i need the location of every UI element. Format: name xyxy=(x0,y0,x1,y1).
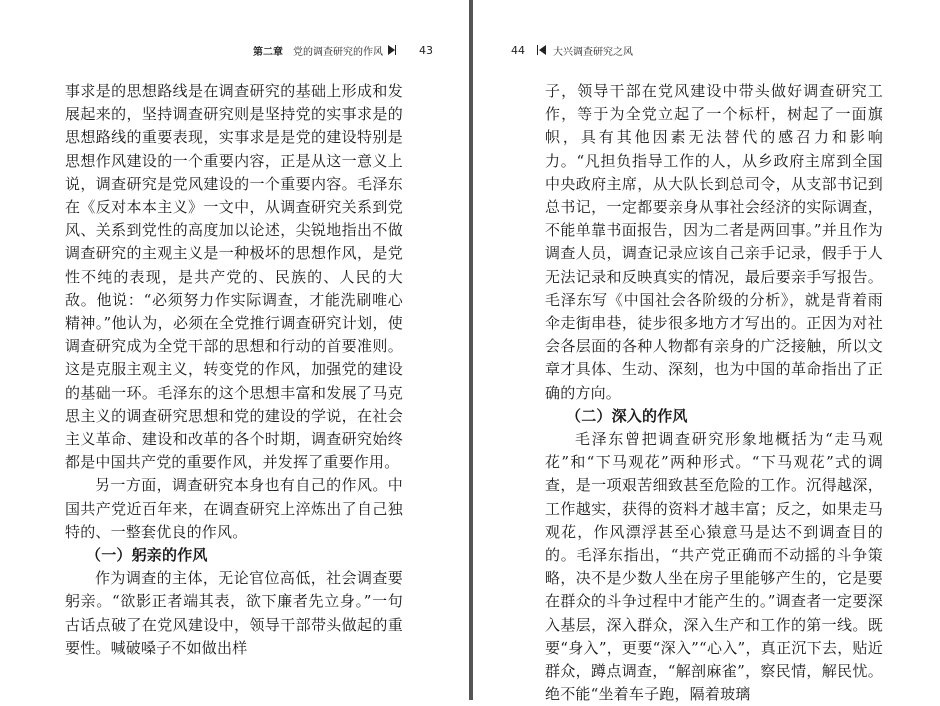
body-paragraph: 事求是的思想路线是在调查研究的基础上形成和发展起来的，坚持调查研究则是坚持党的实事求是的思想路线的重要表现，实事求是是党的建设特别是思想作风建设的一个重要内容，正是从这一意义上说，调查研究是党风建设的一个重要内容。毛泽东在《反对本本主义》一文中，从调查研究关系到党风、关系到党性的高度加以论述，尖锐地指出不做调查研究的主观主义是一种极坏的思想作风，是党性不纯的表现，是共产党的、民族的、人民的大敌。他说：“必须努力作实际调查，才能洗刷唯心精神。”他认为，必须在全党推行调查研究计划，使调查研究成为全党干部的思想和行动的首要准则。这是克服主观主义，转变党的作风，加强党的建设的基础一环。毛泽东的这个思想丰富和发展了马克思主义的调查研究思想和党的建设的学说，在社会主义革命、建设和改革的各个时期，调查研究始终都是中国共产党的重要作风，并发挥了重要作用。 xyxy=(65,82,403,472)
body-paragraph: 毛泽东曾把调查研究形象地概括为“走马观花”和“下马观花”两种形式。“下马观花”式的调查，是一项艰苦细致甚至危险的工作。沉得越深，工作越实，获得的资料才越丰富；反之，如果走马观花，作风漂浮甚至心猿意马是达不到调查目的的。毛泽东指出，“共产党正确而不动摇的斗争策略，决不是少数人坐在房子里能够产生的，它是要在群众的斗争过程中才能产生的。”调查者一定要深入基层，深入群众，深入生产和工作的第一线。既要“身入”，更要“深入”“心入”，真正沉下去，贴近群众，蹲点调查，“解剖麻雀”，察民情，解民忧。绝不能“坐着车子跑，隔着玻璃 xyxy=(545,430,883,704)
left-page-body xyxy=(65,80,403,660)
page-marker-right-icon xyxy=(387,45,397,55)
right-page-header xyxy=(511,42,637,58)
page-number-left: 43 xyxy=(419,43,433,57)
left-page-header xyxy=(253,42,433,58)
book-title: 大兴调查研究之风 xyxy=(553,46,633,58)
section-heading: （二）深入的作风 xyxy=(566,406,688,425)
right-page xyxy=(473,0,940,704)
page-marker-left-icon xyxy=(537,45,547,55)
section-heading: （一）躬亲的作风 xyxy=(86,546,208,565)
chapter-label: 第二章 xyxy=(253,46,283,58)
page-number-right: 44 xyxy=(511,43,525,57)
body-paragraph: 另一方面，调查研究本身也有自己的作风。中国共产党近百年来，在调查研究上淬炼出了自己独特的、一整套优良的作风。 xyxy=(65,476,403,541)
body-paragraph: 子，领导干部在党风建设中带头做好调查研究工作，等于为全党立起了一个标杆，树起了一面旗帜，具有其他因素无法替代的感召力和影响力。“凡担负指导工作的人，从乡政府主席到全国中央政府主席，从大队长到总司令，从支部书记到总书记，一定都要亲身从事社会经济的实际调查，不能单靠书面报告，因为二者是两回事。”并且作为调查人员，调查记录应该自己亲手记录，假手于人无法记录和反映真实的情况，最后要亲手写报告。毛泽东写《中国社会各阶级的分析》，就是背着雨伞走街串巷，徒步很多地方才写出的。正因为对社会各层面的各种人物都有亲身的广泛接触，所以文章才具体、生动、深刻，也为中国的革命指出了正确的方向。 xyxy=(545,82,883,402)
right-page-body xyxy=(545,80,883,706)
chapter-title: 党的调查研究的作风 xyxy=(293,46,383,58)
left-page xyxy=(0,0,469,700)
body-paragraph: 作为调查的主体，无论官位高低，社会调查要躬亲。“欲影正者端其表，欲下廉者先立身。”一句古话点破了在党风建设中，领导干部带头做起的重要性。喊破嗓子不如做出样 xyxy=(65,569,403,657)
